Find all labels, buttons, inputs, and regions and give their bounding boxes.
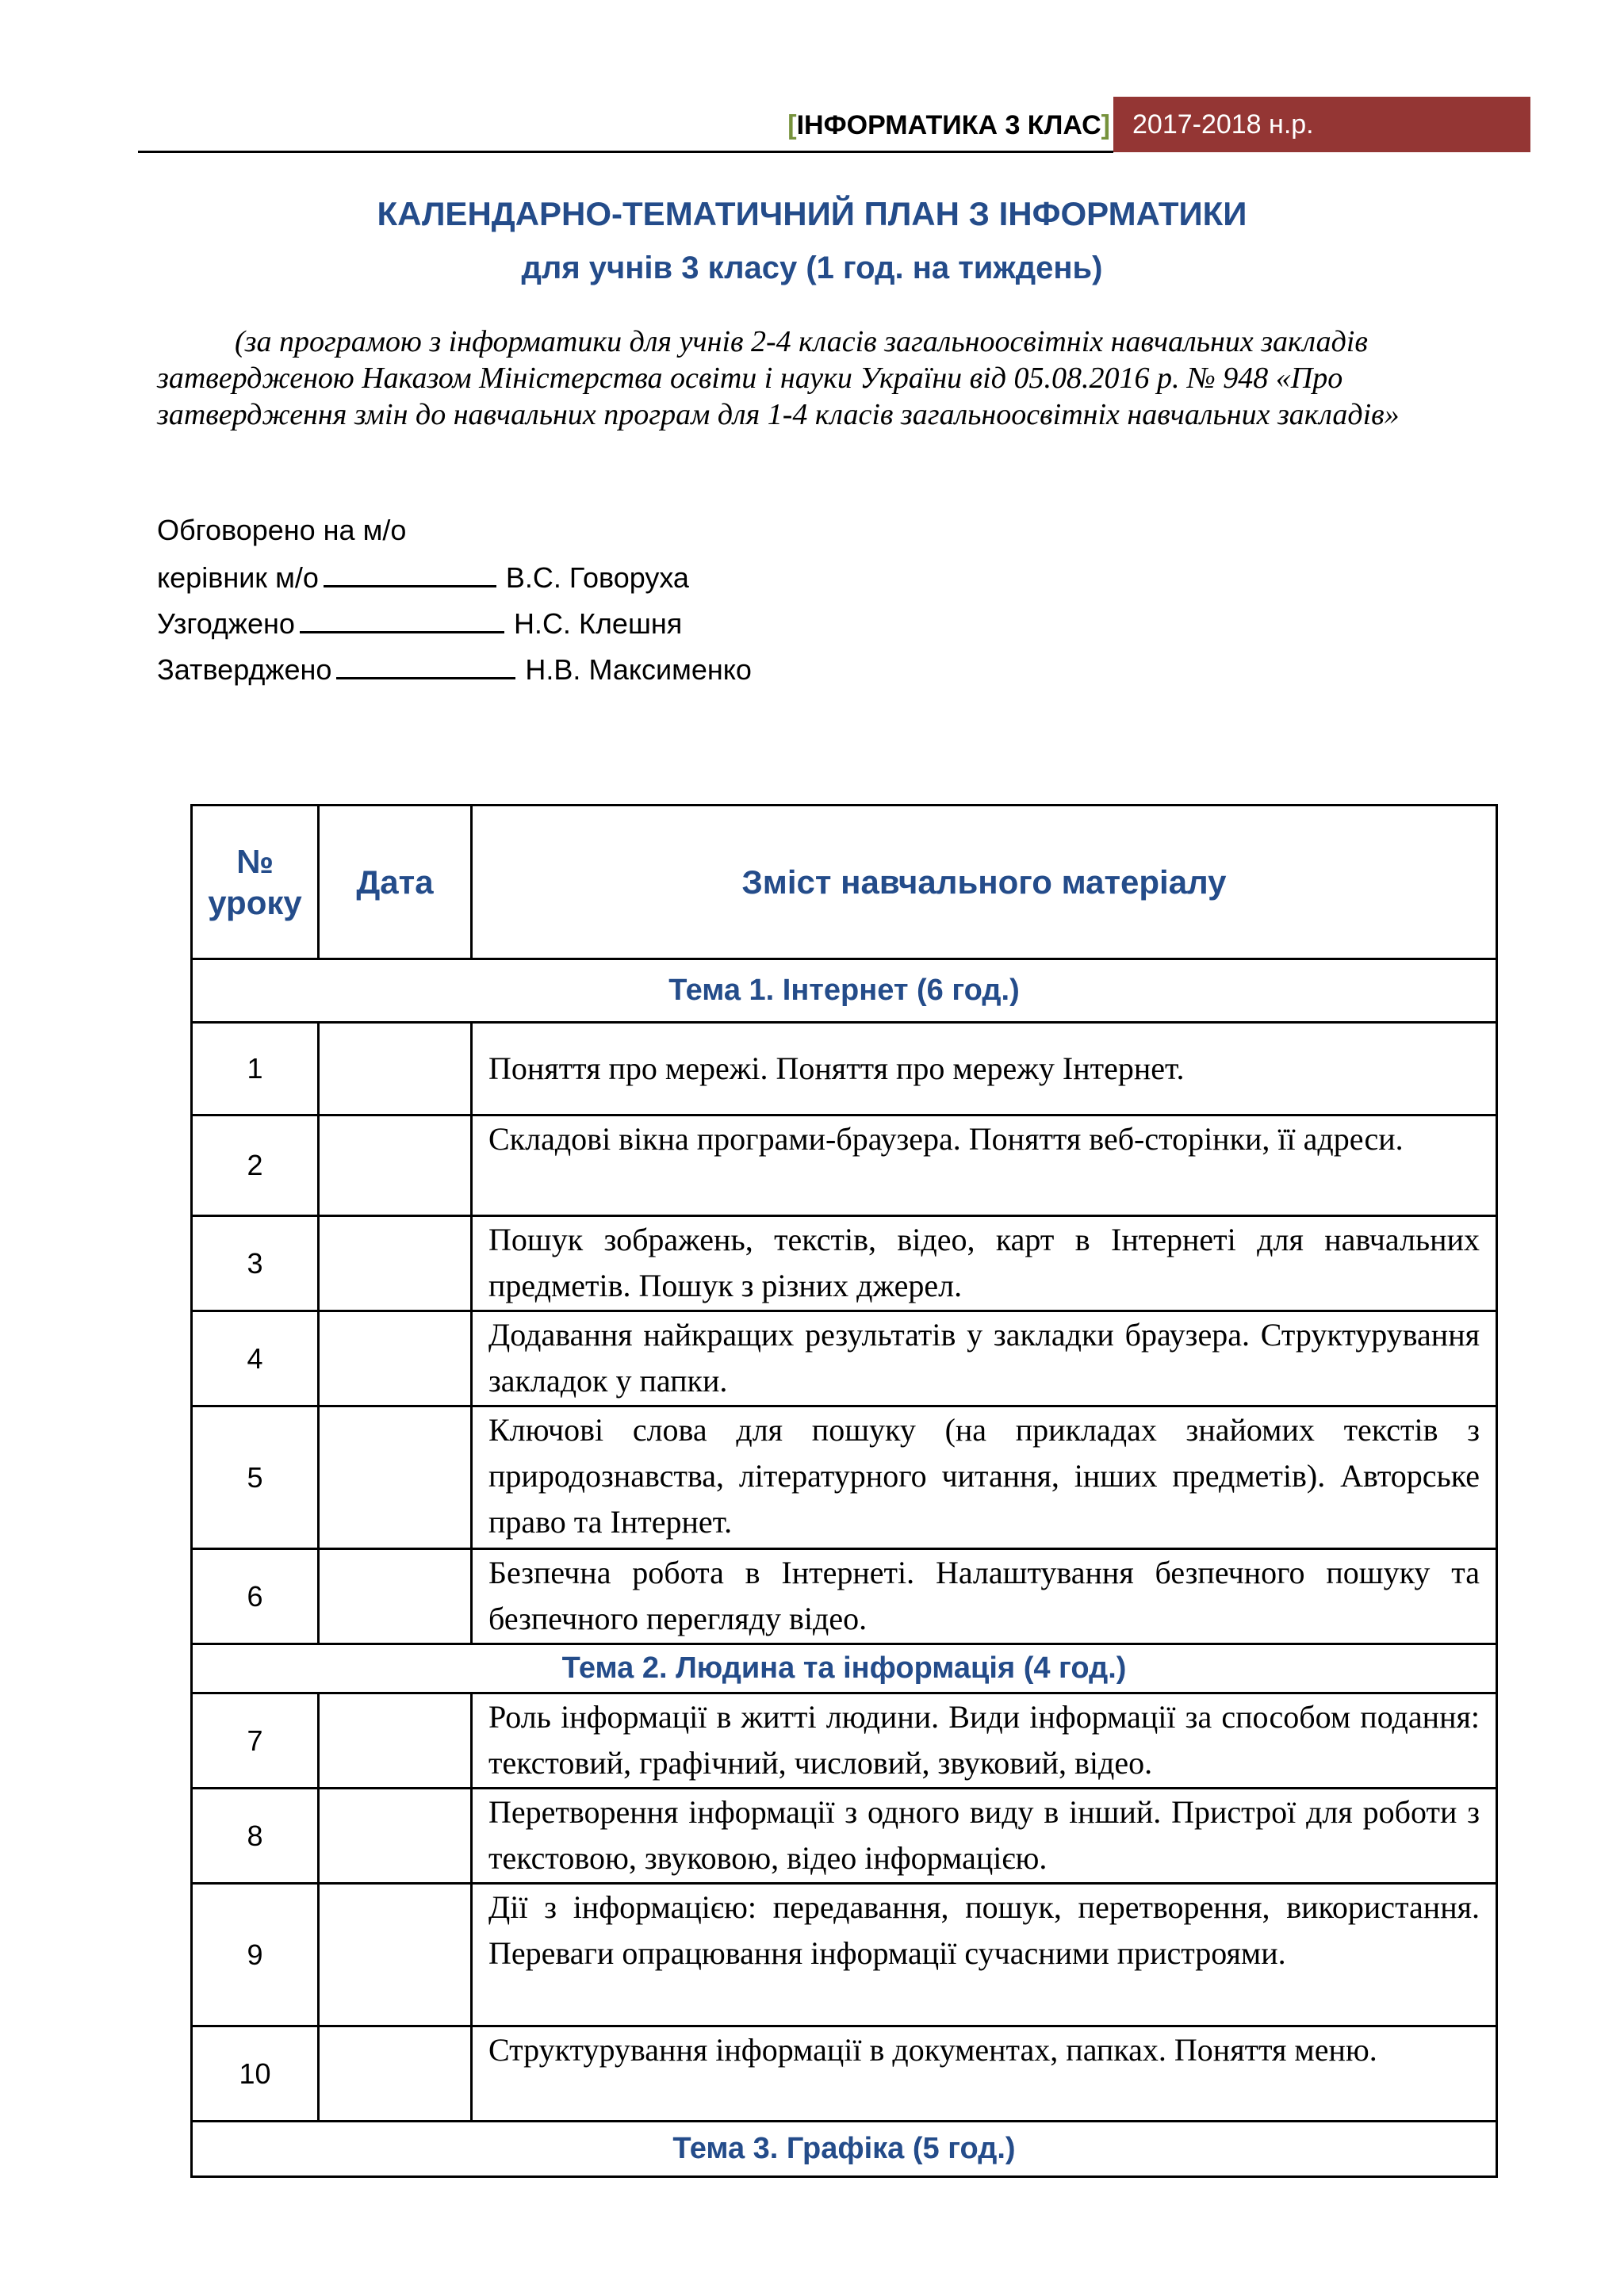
header-date: Дата [319, 806, 472, 959]
head-label: керівник м/о [157, 561, 319, 594]
lesson-date [319, 1406, 472, 1549]
approval-agreed [157, 599, 752, 645]
topic-row [192, 1644, 1497, 1693]
table-row [192, 1115, 1497, 1216]
lesson-number: 3 [192, 1216, 319, 1311]
lesson-plan-table [190, 804, 1498, 2178]
lesson-content: Структурування інформації в документах, папках. Поняття меню. [472, 2026, 1497, 2122]
lesson-content: Поняття про мережі. Поняття про мережу Інтернет. [472, 1023, 1497, 1115]
lesson-date [319, 1884, 472, 2026]
program-note [157, 323, 1521, 433]
topic-row [192, 959, 1497, 1023]
note-line-2: затвердженою Наказом Міністерства освіти і науки України від 05.08.2016 р. № 948 «Про [157, 362, 1343, 395]
lesson-content: Складові вікна програми-браузера. Поняття веб-сторінки, її адреси. [472, 1115, 1497, 1216]
lesson-date [319, 1311, 472, 1406]
header-content: Зміст навчального матеріалу [472, 806, 1497, 959]
lesson-content: Ключові слова для пошуку (на прикладах знайомих текстів з природознавства, літературного читання, інших предметів). Авторське право та Інтернет. [472, 1406, 1497, 1549]
signature-line [336, 645, 515, 679]
lesson-number: 4 [192, 1311, 319, 1406]
header-subject [761, 101, 1110, 149]
table-row [192, 1884, 1497, 2026]
approval-discussed: Обговорено на м/о [157, 514, 407, 546]
signature-line [324, 553, 496, 587]
lesson-number: 10 [192, 2026, 319, 2122]
agreed-label: Узгоджено [157, 607, 295, 640]
lesson-date [319, 1115, 472, 1216]
table-row [192, 1406, 1497, 1549]
approval-head [157, 553, 752, 599]
lesson-number: 6 [192, 1549, 319, 1644]
lesson-number: 8 [192, 1789, 319, 1884]
table-row [192, 1789, 1497, 1884]
subject-label: ІНФОРМАТИКА 3 КЛАС [796, 110, 1101, 140]
page-title: КАЛЕНДАРНО-ТЕМАТИЧНИЙ ПЛАН З ІНФОРМАТИКИ [377, 195, 1247, 232]
topic-3: Тема 3. Графіка (5 год.) [192, 2122, 1497, 2177]
topic-1: Тема 1. Інтернет (6 год.) [192, 959, 1497, 1023]
lesson-content: Додавання найкращих результатів у закладки браузера. Структурування закладок у папки. [472, 1311, 1497, 1406]
header-year: 2017-2018 н.р. [1113, 97, 1530, 152]
lesson-number: 1 [192, 1023, 319, 1115]
header-lesson-number: № уроку [192, 806, 319, 959]
approved-name: Н.В. Максименко [525, 653, 752, 686]
header-rule [138, 151, 1113, 153]
bracket-open: [ [787, 110, 797, 140]
note-line-1: (за програмою з інформатики для учнів 2-4 класів загальноосвітніх навчальних закладів [235, 325, 1368, 358]
lesson-date [319, 1693, 472, 1789]
page-subtitle: для учнів 3 класу (1 год. на тиждень) [521, 251, 1103, 285]
lesson-content: Роль інформації в житті людини. Види інформації за способом подання: текстовий, графічний, числовий, звуковий, відео. [472, 1693, 1497, 1789]
lesson-content: Пошук зображень, текстів, відео, карт в Інтернеті для навчальних предметів. Пошук з різних джерел. [472, 1216, 1497, 1311]
lesson-number: 2 [192, 1115, 319, 1216]
note-line-3: затвердження змін до навчальних програм для 1-4 класів загальноосвітніх навчальних закладів» [157, 398, 1400, 431]
lesson-content: Безпечна робота в Інтернеті. Налаштування безпечного пошуку та безпечного перегляду відео. [472, 1549, 1497, 1644]
signature-line [300, 599, 504, 633]
table-row [192, 1216, 1497, 1311]
topic-2: Тема 2. Людина та інформація (4 год.) [192, 1644, 1497, 1693]
lesson-content: Дії з інформацією: передавання, пошук, перетворення, використання. Переваги опрацювання інформації сучасними пристроями. [472, 1884, 1497, 2026]
approved-label: Затверджено [157, 653, 332, 686]
agreed-name: Н.С. Клешня [513, 607, 683, 640]
lesson-content: Перетворення інформації з одного виду в інший. Пристрої для роботи з текстовою, звуковою, відео інформацією. [472, 1789, 1497, 1884]
bracket-close: ] [1101, 110, 1110, 140]
head-name: В.С. Говоруха [505, 561, 689, 594]
lesson-number: 7 [192, 1693, 319, 1789]
table-row [192, 1693, 1497, 1789]
table-header-row [192, 806, 1497, 959]
lesson-number: 5 [192, 1406, 319, 1549]
table-row [192, 1023, 1497, 1115]
lesson-date [319, 1023, 472, 1115]
approvals-block [157, 507, 752, 691]
topic-row [192, 2122, 1497, 2177]
lesson-date [319, 1216, 472, 1311]
lesson-date [319, 2026, 472, 2122]
lesson-date [319, 1549, 472, 1644]
approval-approved [157, 645, 752, 691]
table-row [192, 1311, 1497, 1406]
lesson-date [319, 1789, 472, 1884]
table-row [192, 1549, 1497, 1644]
table-row [192, 2026, 1497, 2122]
lesson-number: 9 [192, 1884, 319, 2026]
